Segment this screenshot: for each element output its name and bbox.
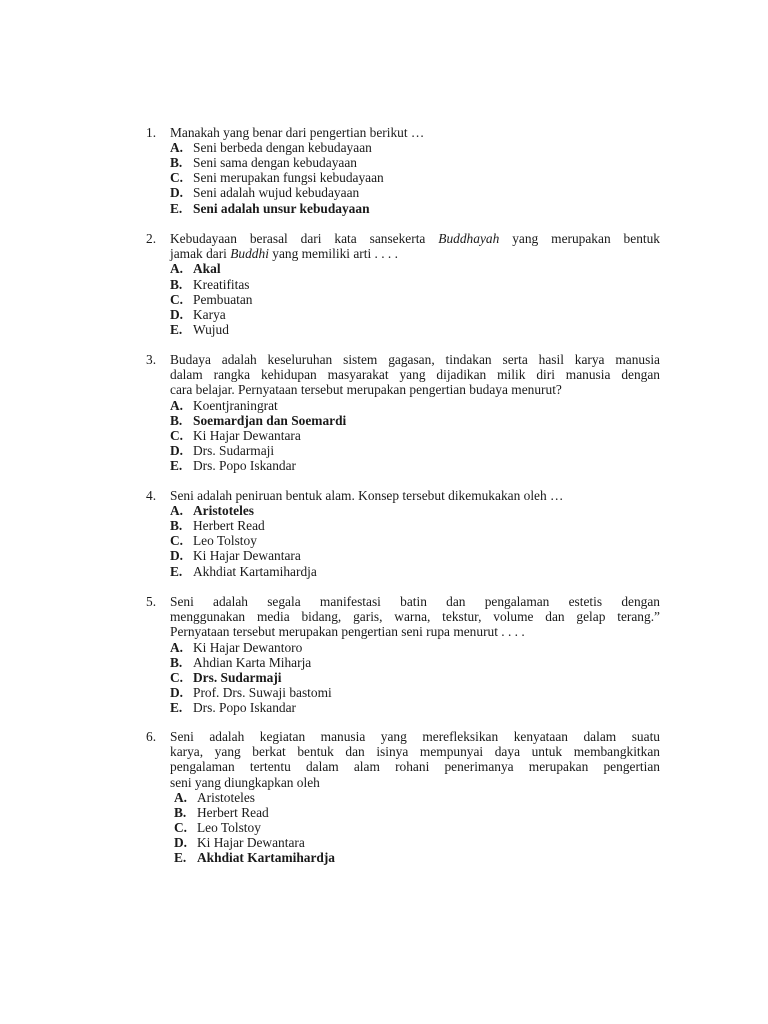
option-d <box>170 185 660 200</box>
option-text: Ki Hajar Dewantara <box>197 835 305 851</box>
option-e <box>170 564 660 579</box>
question-line: Manakah yang benar dari pengertian berikut … <box>170 125 425 140</box>
question-line <box>170 231 660 246</box>
option-text-correct: Aristoteles <box>193 503 254 519</box>
option-list <box>170 503 660 578</box>
option-text: Seni merupakan fungsi kebudayaan <box>193 170 384 186</box>
question-text <box>170 231 660 261</box>
option-list <box>170 140 660 215</box>
option-list <box>170 398 660 473</box>
option-letter: D. <box>170 185 184 201</box>
option-text: Wujud <box>193 321 229 337</box>
option-text-correct: Soemardjan dan Soemardi <box>193 412 347 428</box>
option-text: Ki Hajar Dewantara <box>193 548 301 564</box>
text-segment: yang merupakan bentuk <box>499 231 660 246</box>
question-number: 4. <box>146 488 157 503</box>
option-letter: C. <box>170 170 184 186</box>
option-text-correct: Akal <box>193 261 221 277</box>
option-text: Herbert Read <box>197 804 269 820</box>
question-text <box>170 594 660 640</box>
option-letter: E. <box>170 457 183 473</box>
option-text: Kreatifitas <box>193 276 250 292</box>
option-text: Koentjraningrat <box>193 397 278 413</box>
option-letter: B. <box>170 155 183 171</box>
option-b <box>170 518 660 533</box>
question-4 <box>146 488 660 579</box>
question-number: 3. <box>146 352 157 367</box>
option-e <box>170 700 660 715</box>
question-line: pengalaman tertentu dalam alam rohani penerimanya merupakan pengertian <box>170 759 660 775</box>
option-c <box>170 428 660 443</box>
option-a <box>170 261 660 276</box>
option-letter: E. <box>170 563 183 579</box>
option-text: Herbert Read <box>193 518 265 534</box>
option-letter: C. <box>170 669 184 685</box>
question-3 <box>146 352 660 473</box>
option-letter: A. <box>170 140 184 156</box>
option-text: Drs. Popo Iskandar <box>193 457 297 473</box>
text-segment: jamak dari <box>170 246 231 262</box>
option-letter: D. <box>174 835 188 851</box>
option-letter: E. <box>174 850 187 866</box>
option-text: Drs. Sudarmaji <box>193 442 275 458</box>
option-d <box>170 307 660 322</box>
question-line: Seni adalah kegiatan manusia yang merefleksikan kenyataan dalam suatu <box>170 729 660 744</box>
italic-term: Buddhi <box>230 246 269 262</box>
option-letter: D. <box>170 548 184 564</box>
text-segment: yang memiliki arti . . . . <box>268 246 398 262</box>
option-e <box>174 850 660 865</box>
option-c <box>170 292 660 307</box>
option-b <box>170 655 660 670</box>
option-text-correct: Akhdiat Kartamihardja <box>197 850 336 866</box>
option-b <box>170 277 660 292</box>
option-a <box>170 398 660 413</box>
option-text: Seni adalah wujud kebudayaan <box>193 185 360 201</box>
option-a <box>170 140 660 155</box>
option-d <box>174 835 660 850</box>
option-e <box>170 458 660 473</box>
option-letter: B. <box>170 654 183 670</box>
question-5 <box>146 594 660 715</box>
option-letter: B. <box>170 412 183 428</box>
question-line <box>170 246 660 261</box>
option-letter: C. <box>170 533 184 549</box>
option-e <box>170 201 660 216</box>
option-letter: E. <box>170 200 183 216</box>
option-a <box>170 503 660 518</box>
question-text <box>170 125 660 140</box>
option-text: Ki Hajar Dewantara <box>193 427 301 443</box>
question-line: cara belajar. Pernyataan tersebut merupakan pengertian budaya menurut? <box>170 382 562 398</box>
option-a <box>174 790 660 805</box>
option-letter: B. <box>174 804 187 820</box>
option-list <box>170 261 660 336</box>
question-6 <box>146 729 660 865</box>
text-segment: Kebudayaan berasal dari kata sansekerta <box>170 231 439 246</box>
question-number: 6. <box>146 729 157 744</box>
option-b <box>170 413 660 428</box>
option-letter: A. <box>170 261 184 277</box>
option-letter: B. <box>170 518 183 534</box>
option-list <box>174 790 660 865</box>
option-letter: E. <box>170 321 183 337</box>
option-letter: C. <box>174 820 188 835</box>
question-2 <box>146 231 660 337</box>
option-d <box>170 548 660 563</box>
question-line: Pernyataan tersebut merupakan pengertian seni rupa menurut . . . . <box>170 624 525 640</box>
question-number: 2. <box>146 231 157 246</box>
question-line: dalam rangka kehidupan masyarakat yang dijadikan milik diri manusia dengan <box>170 367 660 383</box>
question-line: Seni adalah peniruan bentuk alam. Konsep tersebut dikemukakan oleh … <box>170 488 564 503</box>
option-text: Drs. Popo Iskandar <box>193 699 297 715</box>
question-text <box>170 352 660 398</box>
option-letter: A. <box>170 397 184 413</box>
question-1 <box>146 125 660 216</box>
question-line: karya, yang berkat bentuk dan isinya mempunyai daya untuk membangkitkan <box>170 744 660 760</box>
question-number: 5. <box>146 594 157 609</box>
option-text: Seni sama dengan kebudayaan <box>193 155 357 171</box>
option-text: Prof. Drs. Suwaji bastomi <box>193 684 332 700</box>
italic-term: Buddhayah <box>438 231 500 246</box>
option-text: Aristoteles <box>197 789 256 805</box>
question-line: Budaya adalah keseluruhan sistem gagasan, tindakan serta hasil karya manusia <box>170 352 660 367</box>
option-a <box>170 640 660 655</box>
option-list <box>170 640 660 715</box>
question-text <box>170 729 660 790</box>
option-text: Ahdian Karta Miharja <box>193 654 312 670</box>
option-letter: A. <box>174 789 188 805</box>
option-letter: B. <box>170 276 183 292</box>
option-b <box>170 155 660 170</box>
option-c <box>174 820 660 835</box>
option-text-correct: Drs. Sudarmaji <box>193 669 282 685</box>
option-letter: A. <box>170 503 184 519</box>
option-d <box>170 685 660 700</box>
option-b <box>174 805 660 820</box>
option-text: Akhdiat Kartamihardja <box>193 563 317 579</box>
option-c <box>170 533 660 548</box>
option-text: Seni berbeda dengan kebudayaan <box>193 140 372 156</box>
option-text: Leo Tolstoy <box>197 820 261 835</box>
option-text: Pembuatan <box>193 291 253 307</box>
option-letter: C. <box>170 427 184 443</box>
option-text: Karya <box>193 306 226 322</box>
option-letter: E. <box>170 699 183 715</box>
question-line: seni yang diungkapkan oleh <box>170 774 320 790</box>
option-letter: D. <box>170 684 184 700</box>
option-e <box>170 322 660 337</box>
option-letter: D. <box>170 442 184 458</box>
option-text-correct: Seni adalah unsur kebudayaan <box>193 200 370 216</box>
option-text: Ki Hajar Dewantoro <box>193 639 303 655</box>
option-c <box>170 670 660 685</box>
option-d <box>170 443 660 458</box>
option-letter: A. <box>170 639 184 655</box>
option-text: Leo Tolstoy <box>193 533 257 549</box>
option-letter: D. <box>170 306 184 322</box>
question-line: Seni adalah segala manifestasi batin dan pengalaman estetis dengan <box>170 594 660 609</box>
question-number: 1. <box>146 125 157 140</box>
option-letter: C. <box>170 291 184 307</box>
question-text <box>170 488 660 503</box>
question-line: menggunakan media bidang, garis, warna, tekstur, volume dan gelap terang.” <box>170 609 660 625</box>
option-c <box>170 170 660 185</box>
